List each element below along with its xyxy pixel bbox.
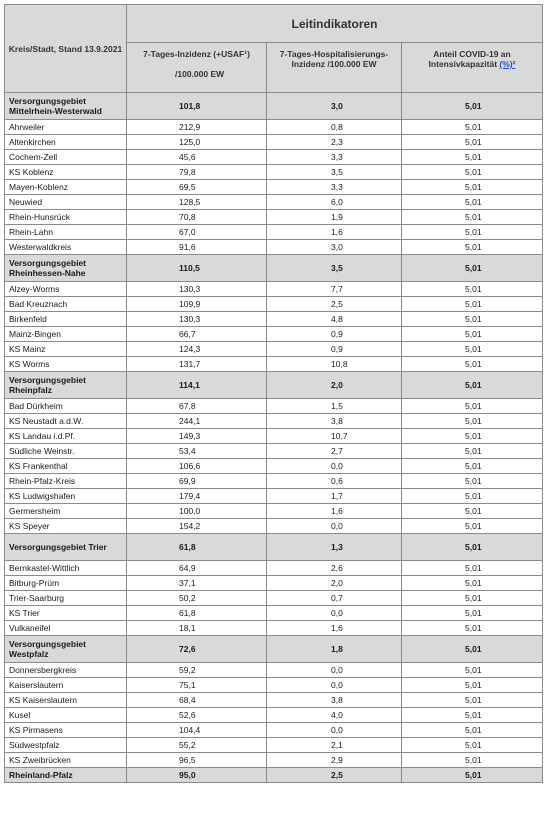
hospitalisierung-cell: 3,3: [267, 150, 402, 165]
region-name-cell: KS Neustadt a.d.W.: [5, 414, 127, 429]
inzidenz-cell: 53,4: [127, 444, 267, 459]
region-name-cell: KS Ludwigshafen: [5, 489, 127, 504]
inzidenz-cell: 101,8: [127, 93, 267, 120]
region-name-cell: KS Speyer: [5, 519, 127, 534]
group-row: [5, 372, 543, 399]
table-row: [5, 150, 543, 165]
hospitalisierung-cell: 1,5: [267, 399, 402, 414]
region-name-cell: Rhein-Lahn: [5, 225, 127, 240]
region-name-cell: KS Trier: [5, 606, 127, 621]
anteil-cell: 5,01: [402, 738, 543, 753]
inzidenz-cell: 125,0: [127, 135, 267, 150]
hospitalisierung-cell: 2,0: [267, 372, 402, 399]
hospitalisierung-cell: 2,1: [267, 738, 402, 753]
anteil-cell: 5,01: [402, 225, 543, 240]
table-row: [5, 708, 543, 723]
anteil-cell: 5,01: [402, 312, 543, 327]
inzidenz-header-line1: 7-Tages-Inzidenz (+USAF¹): [143, 49, 250, 59]
inzidenz-cell: 106,6: [127, 459, 267, 474]
region-name-cell: Kusel: [5, 708, 127, 723]
kreis-column-header: Kreis/Stadt, Stand 13.9.2021: [5, 5, 127, 93]
anteil-cell: 5,01: [402, 120, 543, 135]
inzidenz-cell: 45,6: [127, 150, 267, 165]
table-row: [5, 312, 543, 327]
hospitalisierung-cell: 10,8: [267, 357, 402, 372]
hospitalisierung-cell: 0,9: [267, 342, 402, 357]
inzidenz-cell: 18,1: [127, 621, 267, 636]
anteil-cell: 5,01: [402, 693, 543, 708]
table-row: [5, 621, 543, 636]
hospitalisierung-cell: 1,3: [267, 534, 402, 561]
inzidenz-cell: 109,9: [127, 297, 267, 312]
hospitalisierung-cell: 0,8: [267, 120, 402, 135]
anteil-cell: 5,01: [402, 429, 543, 444]
region-name-cell: Mainz-Bingen: [5, 327, 127, 342]
region-name-cell: Trier-Saarburg: [5, 591, 127, 606]
inzidenz-cell: 130,3: [127, 282, 267, 297]
hospitalisierung-cell: 10,7: [267, 429, 402, 444]
hospitalisierung-cell: 3,3: [267, 180, 402, 195]
inzidenz-cell: 100,0: [127, 504, 267, 519]
table-row: [5, 504, 543, 519]
table-row: [5, 429, 543, 444]
hospitalisierung-cell: 0,6: [267, 474, 402, 489]
anteil-cell: 5,01: [402, 561, 543, 576]
inzidenz-cell: 130,3: [127, 312, 267, 327]
anteil-cell: 5,01: [402, 576, 543, 591]
group-row: [5, 636, 543, 663]
anteil-cell: 5,01: [402, 165, 543, 180]
region-name-cell: Rhein-Hunsrück: [5, 210, 127, 225]
anteil-cell: 5,01: [402, 708, 543, 723]
inzidenz-cell: 75,1: [127, 678, 267, 693]
table-row: [5, 225, 543, 240]
anteil-cell: 5,01: [402, 534, 543, 561]
hospitalisierung-column-header: 7-Tages-Hospitalisierungs-Inzidenz /100.000 EW: [267, 43, 402, 93]
hospitalisierung-cell: 2,6: [267, 561, 402, 576]
anteil-cell: 5,01: [402, 327, 543, 342]
region-name-cell: Versorgungsgebiet Mittelrhein-Westerwald: [5, 93, 127, 120]
region-name-cell: Donnersbergkreis: [5, 663, 127, 678]
table-row: [5, 519, 543, 534]
inzidenz-cell: 69,5: [127, 180, 267, 195]
anteil-cell: 5,01: [402, 150, 543, 165]
region-name-cell: Germersheim: [5, 504, 127, 519]
anteil-header-text: Anteil COVID-19 an Intensivkapazität: [428, 49, 511, 69]
table-row: [5, 297, 543, 312]
region-name-cell: KS Pirmasens: [5, 723, 127, 738]
indicator-table-container: [4, 4, 543, 783]
inzidenz-cell: 79,8: [127, 165, 267, 180]
table-row: [5, 357, 543, 372]
table-row: [5, 474, 543, 489]
hospitalisierung-cell: 2,5: [267, 297, 402, 312]
table-row: [5, 135, 543, 150]
region-name-cell: Bad Kreuznach: [5, 297, 127, 312]
inzidenz-cell: 179,4: [127, 489, 267, 504]
table-row: [5, 240, 543, 255]
anteil-cell: 5,01: [402, 399, 543, 414]
region-name-cell: Versorgungsgebiet Rheinpfalz: [5, 372, 127, 399]
region-name-cell: Birkenfeld: [5, 312, 127, 327]
group-row: [5, 534, 543, 561]
region-name-cell: Versorgungsgebiet Trier: [5, 534, 127, 561]
table-row: [5, 165, 543, 180]
hospitalisierung-cell: 3,8: [267, 414, 402, 429]
region-name-cell: Südliche Weinstr.: [5, 444, 127, 459]
table-row: [5, 399, 543, 414]
anteil-cell: 5,01: [402, 297, 543, 312]
region-name-cell: Alzey-Worms: [5, 282, 127, 297]
region-name-cell: Altenkirchen: [5, 135, 127, 150]
anteil-cell: 5,01: [402, 414, 543, 429]
hospitalisierung-cell: 2,0: [267, 576, 402, 591]
table-row: [5, 606, 543, 621]
anteil-cell: 5,01: [402, 372, 543, 399]
inzidenz-cell: 114,1: [127, 372, 267, 399]
hospitalisierung-cell: 1,9: [267, 210, 402, 225]
inzidenz-cell: 131,7: [127, 357, 267, 372]
anteil-cell: 5,01: [402, 444, 543, 459]
table-row: [5, 282, 543, 297]
hospitalisierung-cell: 0,0: [267, 606, 402, 621]
hospitalisierung-cell: 3,5: [267, 165, 402, 180]
table-row: [5, 591, 543, 606]
hospitalisierung-cell: 0,0: [267, 663, 402, 678]
inzidenz-cell: 70,8: [127, 210, 267, 225]
table-row: [5, 414, 543, 429]
anteil-cell: 5,01: [402, 282, 543, 297]
anteil-cell: 5,01: [402, 753, 543, 768]
inzidenz-cell: 64,9: [127, 561, 267, 576]
hospitalisierung-cell: 2,9: [267, 753, 402, 768]
region-name-cell: Mayen-Koblenz: [5, 180, 127, 195]
anteil-cell: 5,01: [402, 621, 543, 636]
inzidenz-cell: 95,0: [127, 768, 267, 783]
anteil-cell: 5,01: [402, 636, 543, 663]
anteil-cell: 5,01: [402, 591, 543, 606]
region-name-cell: Bernkastel-Wittlich: [5, 561, 127, 576]
hospitalisierung-cell: 3,0: [267, 240, 402, 255]
anteil-cell: 5,01: [402, 504, 543, 519]
table-row: [5, 738, 543, 753]
table-row: [5, 561, 543, 576]
inzidenz-cell: 61,8: [127, 606, 267, 621]
anteil-cell: 5,01: [402, 135, 543, 150]
inzidenz-column-header: [127, 43, 267, 93]
inzidenz-cell: 96,5: [127, 753, 267, 768]
region-name-cell: KS Frankenthal: [5, 459, 127, 474]
hospitalisierung-cell: 2,3: [267, 135, 402, 150]
hospitalisierung-cell: 0,0: [267, 678, 402, 693]
region-name-cell: Cochem-Zell: [5, 150, 127, 165]
anteil-cell: 5,01: [402, 240, 543, 255]
anteil-cell: 5,01: [402, 342, 543, 357]
region-name-cell: Rheinland-Pfalz: [5, 768, 127, 783]
table-row: [5, 210, 543, 225]
indicator-table: [4, 4, 543, 783]
hospitalisierung-cell: 1,6: [267, 225, 402, 240]
hospitalisierung-cell: 1,8: [267, 636, 402, 663]
hospitalisierung-cell: 0,0: [267, 519, 402, 534]
table-body: [5, 93, 543, 783]
region-name-cell: Neuwied: [5, 195, 127, 210]
group-row: [5, 93, 543, 120]
hospitalisierung-cell: 0,9: [267, 327, 402, 342]
inzidenz-cell: 110,5: [127, 255, 267, 282]
region-name-cell: Bad Dürkheim: [5, 399, 127, 414]
inzidenz-cell: 59,2: [127, 663, 267, 678]
inzidenz-cell: 91,6: [127, 240, 267, 255]
region-name-cell: Südwestpfalz: [5, 738, 127, 753]
inzidenz-cell: 124,3: [127, 342, 267, 357]
hospitalisierung-cell: 0,0: [267, 459, 402, 474]
table-row: [5, 723, 543, 738]
anteil-cell: 5,01: [402, 723, 543, 738]
anteil-cell: 5,01: [402, 459, 543, 474]
inzidenz-cell: 37,1: [127, 576, 267, 591]
table-row: [5, 693, 543, 708]
hospitalisierung-cell: 4,8: [267, 312, 402, 327]
table-row: [5, 489, 543, 504]
inzidenz-cell: 68,4: [127, 693, 267, 708]
region-name-cell: Ahrweiler: [5, 120, 127, 135]
inzidenz-cell: 55,2: [127, 738, 267, 753]
anteil-cell: 5,01: [402, 678, 543, 693]
anteil-footnote-link[interactable]: (%)²: [499, 59, 516, 69]
inzidenz-cell: 154,2: [127, 519, 267, 534]
hospitalisierung-cell: 3,8: [267, 693, 402, 708]
anteil-cell: 5,01: [402, 606, 543, 621]
region-name-cell: KS Kaiserslautern: [5, 693, 127, 708]
table-row: [5, 576, 543, 591]
hospitalisierung-cell: 3,0: [267, 93, 402, 120]
hospitalisierung-cell: 6,0: [267, 195, 402, 210]
region-name-cell: Kaiserslautern: [5, 678, 127, 693]
anteil-cell: 5,01: [402, 93, 543, 120]
table-row: [5, 120, 543, 135]
hospitalisierung-cell: 7,7: [267, 282, 402, 297]
inzidenz-cell: 128,5: [127, 195, 267, 210]
table-row: [5, 753, 543, 768]
hospitalisierung-cell: 0,0: [267, 723, 402, 738]
table-row: [5, 678, 543, 693]
inzidenz-cell: 212,9: [127, 120, 267, 135]
region-name-cell: Bitburg-Prüm: [5, 576, 127, 591]
total-row: [5, 768, 543, 783]
anteil-cell: 5,01: [402, 210, 543, 225]
inzidenz-cell: 61,8: [127, 534, 267, 561]
anteil-cell: 5,01: [402, 255, 543, 282]
inzidenz-cell: 66,7: [127, 327, 267, 342]
anteil-cell: 5,01: [402, 519, 543, 534]
region-name-cell: Vulkaneifel: [5, 621, 127, 636]
table-row: [5, 663, 543, 678]
inzidenz-cell: 67,8: [127, 399, 267, 414]
inzidenz-header-line2: /100.000 EW: [175, 69, 225, 79]
table-row: [5, 444, 543, 459]
anteil-cell: 5,01: [402, 768, 543, 783]
inzidenz-cell: 69,9: [127, 474, 267, 489]
anteil-column-header: [402, 43, 543, 93]
hospitalisierung-cell: 1,7: [267, 489, 402, 504]
inzidenz-cell: 149,3: [127, 429, 267, 444]
table-row: [5, 180, 543, 195]
region-name-cell: Westerwaldkreis: [5, 240, 127, 255]
anteil-cell: 5,01: [402, 180, 543, 195]
inzidenz-cell: 67,0: [127, 225, 267, 240]
region-name-cell: KS Landau i.d.Pf.: [5, 429, 127, 444]
anteil-cell: 5,01: [402, 474, 543, 489]
inzidenz-cell: 52,6: [127, 708, 267, 723]
region-name-cell: KS Koblenz: [5, 165, 127, 180]
hospitalisierung-cell: 4,0: [267, 708, 402, 723]
region-name-cell: Rhein-Pfalz-Kreis: [5, 474, 127, 489]
hospitalisierung-cell: 2,5: [267, 768, 402, 783]
hospitalisierung-cell: 1,6: [267, 504, 402, 519]
inzidenz-cell: 104,4: [127, 723, 267, 738]
hospitalisierung-cell: 3,5: [267, 255, 402, 282]
anteil-cell: 5,01: [402, 663, 543, 678]
hospitalisierung-cell: 2,7: [267, 444, 402, 459]
region-name-cell: KS Worms: [5, 357, 127, 372]
region-name-cell: KS Zweibrücken: [5, 753, 127, 768]
table-row: [5, 342, 543, 357]
region-name-cell: Versorgungsgebiet Westpfalz: [5, 636, 127, 663]
inzidenz-cell: 72,6: [127, 636, 267, 663]
leitindikatoren-header: Leitindikatoren: [127, 5, 543, 43]
hospitalisierung-cell: 0,7: [267, 591, 402, 606]
table-row: [5, 327, 543, 342]
region-name-cell: Versorgungsgebiet Rheinhessen-Nahe: [5, 255, 127, 282]
anteil-cell: 5,01: [402, 195, 543, 210]
table-row: [5, 459, 543, 474]
anteil-cell: 5,01: [402, 489, 543, 504]
anteil-cell: 5,01: [402, 357, 543, 372]
inzidenz-cell: 50,2: [127, 591, 267, 606]
region-name-cell: KS Mainz: [5, 342, 127, 357]
inzidenz-cell: 244,1: [127, 414, 267, 429]
group-row: [5, 255, 543, 282]
hospitalisierung-cell: 1,6: [267, 621, 402, 636]
table-row: [5, 195, 543, 210]
